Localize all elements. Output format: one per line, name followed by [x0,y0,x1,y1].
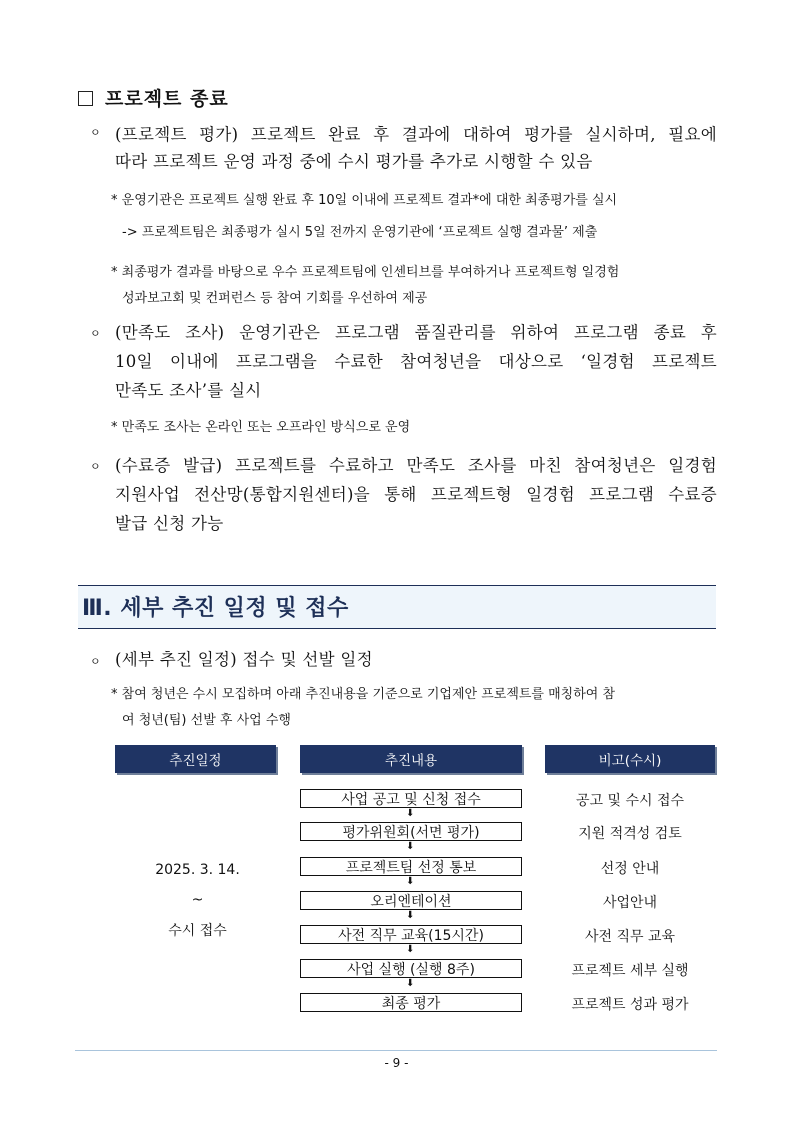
bullet-circle-icon: ㅇ [90,460,101,473]
survey-paragraph [115,318,717,405]
table-header-remark: 비고(수시) [545,745,715,773]
survey-note: * 만족도 조사는 온라인 또는 오프라인 방식으로 운영 [111,420,411,435]
eval-line-1: (프로젝트 평가) 프로젝트 완료 후 결과에 대하여 평가를 실시하며, 필요에 [115,125,717,144]
chapter-number: Ⅲ. [82,596,113,621]
bullet-circle-icon: ㅇ [90,126,101,139]
arrow-down-icon: ⬇ [406,808,415,819]
bullet-circle-icon: ㅇ [90,655,101,668]
flow-remark: 선정 안내 [600,861,660,877]
eval-note-1-sub: -> 프로젝트팀은 최종평가 실시 5일 전까지 운영기관에 ‘프로젝트 실행 결과물’ 제출 [122,225,598,240]
flow-step: 사업 실행 (실행 8주) [300,959,522,978]
arrow-down-icon: ⬇ [406,876,415,887]
flow-remark: 프로젝트 성과 평가 [571,997,689,1013]
section-title-text: 프로젝트 종료 [105,88,229,110]
schedule-note-line-2: 여 청년(팀) 선발 후 사업 수행 [122,713,291,728]
flow-step: 최종 평가 [300,993,522,1012]
flow-remark: 프로젝트 세부 실행 [571,963,689,979]
chapter-title: 세부 추진 일정 및 접수 [120,596,349,621]
flow-remark: 지원 적격성 검토 [578,826,682,842]
schedule-note-line-1: * 참여 청년은 수시 모집하며 아래 추진내용을 기준으로 기업제안 프로젝트를 매칭하여 참 [111,687,616,702]
schedule-paragraph [115,646,717,673]
survey-line-1: (만족도 조사) 운영기관은 프로그램 품질관리를 위하여 프로그램 종료 후 [115,323,717,342]
cert-line-2: 지원사업 전산망(통합지원센터)을 통해 프로젝트형 일경험 프로그램 수료증 [115,485,717,504]
eval-paragraph [115,121,717,175]
checkbox-icon [78,91,93,106]
flow-remark: 사전 직무 교육 [584,929,676,945]
survey-line-3: 만족도 조사’를 실시 [115,381,262,400]
arrow-down-icon: ⬇ [406,910,415,921]
flow-step: 평가위원회(서면 평가) [300,822,522,841]
schedule-desc: 수시 접수 [168,923,227,939]
arrow-down-icon: ⬇ [406,978,415,989]
table-header-schedule: 추진일정 [115,745,276,773]
flow-step: 사전 직무 교육(15시간) [300,925,522,944]
chapter-header [82,591,349,622]
arrow-down-icon: ⬇ [406,944,415,955]
eval-note-2-line-1: * 최종평가 결과를 바탕으로 우수 프로젝트팀에 인센티브를 부여하거나 프로젝트형 일경험 [111,265,620,280]
survey-line-2: 10일 이내에 프로그램을 수료한 참여청년을 대상으로 ‘일경험 프로젝트 [115,352,717,371]
schedule-line-1: (세부 추진 일정) 접수 및 선발 일정 [115,650,373,669]
eval-note-1: * 운영기관은 프로젝트 실행 완료 후 10일 이내에 프로젝트 결과*에 대한 최종평가를 실시 [111,193,618,208]
table-header-content: 추진내용 [300,745,522,773]
schedule-tilde: ~ [191,892,204,908]
flow-remark: 공고 및 수시 접수 [575,793,685,809]
bullet-circle-icon: ㅇ [90,327,101,340]
flow-remark: 사업안내 [602,895,658,911]
flow-step: 사업 공고 및 신청 접수 [300,789,522,808]
schedule-date: 2025. 3. 14. [155,862,240,878]
cert-line-3: 발급 신청 가능 [115,514,224,533]
cert-paragraph [115,451,717,538]
cert-line-1: (수료증 발급) 프로젝트를 수료하고 만족도 조사를 마친 참여청년은 일경험 [115,456,717,475]
page-number: - 9 - [384,1056,409,1070]
footer-divider [75,1050,717,1051]
eval-line-2: 따라 프로젝트 운영 과정 중에 수시 평가를 추가로 시행할 수 있음 [115,152,593,171]
arrow-down-icon: ⬇ [406,841,415,852]
flow-step: 프로젝트팀 선정 통보 [300,857,522,876]
eval-note-2-line-2: 성과보고회 및 컨퍼런스 등 참여 기회를 우선하여 제공 [122,291,428,306]
flow-step: 오리엔테이션 [300,891,522,910]
section-title [78,84,229,111]
